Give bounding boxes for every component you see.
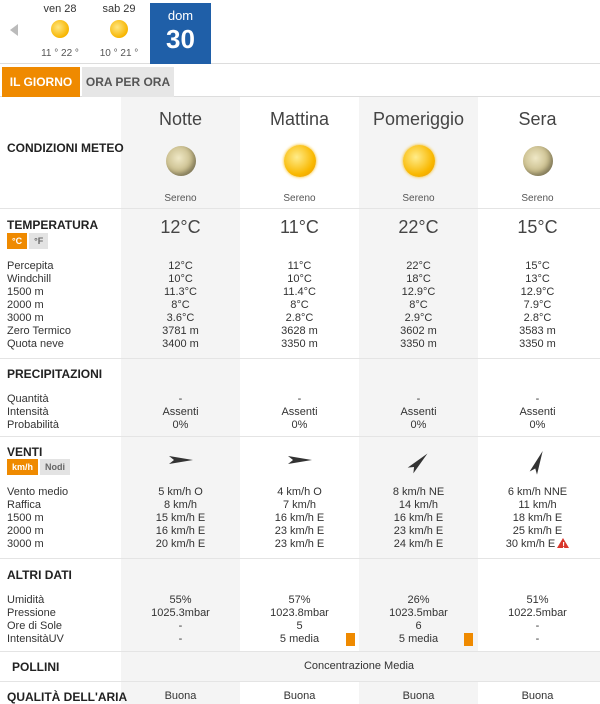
section-air-quality-title: QUALITÀ DELL'ARIA <box>7 690 128 704</box>
wind-arrow-northeast-icon <box>404 449 434 475</box>
label-percepita: Percepita <box>7 260 54 272</box>
value: 6 km/h NNE <box>507 486 568 498</box>
label-intensita-uv: IntensitàUV <box>7 633 64 645</box>
unit-fahrenheit-button[interactable]: °F <box>29 233 48 249</box>
value: 3350 m <box>281 338 318 350</box>
value: 1025.3mbar <box>151 607 210 619</box>
value: 15 km/h E <box>155 512 206 524</box>
precipitation-values-mattina <box>240 393 359 432</box>
value: - <box>535 620 540 632</box>
day-tab-today[interactable] <box>150 3 211 64</box>
value: 2.9°C <box>404 312 433 324</box>
value: 11.3°C <box>164 286 197 298</box>
tab-il-giorno[interactable]: IL GIORNO <box>2 67 80 97</box>
period-notte: Notte <box>158 109 203 129</box>
label-1500m: 1500 m <box>7 512 44 524</box>
section-conditions-title: CONDIZIONI METEO <box>7 141 124 155</box>
other-values-mattina <box>240 594 359 646</box>
value: 3583 m <box>519 325 556 337</box>
label-raffica: Raffica <box>7 499 42 511</box>
value: 3.6°C <box>166 312 195 324</box>
sky-condition: Sereno <box>283 193 316 204</box>
today-day-name: dom <box>167 8 194 23</box>
air-quality-value: Buona <box>521 690 554 702</box>
value: 16 km/h E <box>393 512 444 524</box>
value: 0% <box>291 419 308 431</box>
wind-arrow-north-northeast-icon <box>523 449 553 475</box>
other-values-sera <box>478 594 597 646</box>
moon-icon <box>166 146 196 176</box>
unit-celsius-button[interactable]: °C <box>7 233 27 249</box>
value: 0% <box>172 419 189 431</box>
value: 5 media <box>279 633 320 645</box>
value: - <box>535 633 540 645</box>
value: Assenti <box>281 406 318 418</box>
section-precipitation-title: PRECIPITAZIONI <box>7 367 103 381</box>
day-tab-ven28[interactable] <box>32 0 88 64</box>
period-pomeriggio: Pomeriggio <box>372 109 465 129</box>
value: - <box>535 393 540 405</box>
value: 57% <box>288 594 311 606</box>
air-quality-value: Buona <box>164 690 197 702</box>
value: 8°C <box>409 299 428 311</box>
value: 0% <box>410 419 427 431</box>
label-probabilita: Probabilità <box>7 419 59 431</box>
wind-values-mattina <box>240 486 359 551</box>
precipitation-values-pomeriggio <box>359 393 478 432</box>
unit-nodi-button[interactable]: Nodi <box>40 459 70 475</box>
label-quantita: Quantità <box>7 393 49 405</box>
uv-level-bar <box>346 633 355 646</box>
label-ore-di-sole: Ore di Sole <box>7 620 63 632</box>
sun-icon <box>51 20 69 38</box>
value: 1022.5mbar <box>508 607 567 619</box>
label-3000m: 3000 m <box>7 312 44 324</box>
value: 13°C <box>525 273 550 285</box>
value: 18 km/h E <box>512 512 563 524</box>
value: 11.4°C <box>283 286 316 298</box>
value: 2.8°C <box>523 312 552 324</box>
day-temps: 10 ° 21 ° <box>99 48 139 59</box>
value: 30 km/h E <box>505 538 556 550</box>
value: 3400 m <box>162 338 199 350</box>
unit-kmh-button[interactable]: km/h <box>7 459 38 475</box>
value: 10°C <box>168 273 193 285</box>
temperature-main: 22°C <box>398 217 439 237</box>
sky-condition: Sereno <box>521 193 554 204</box>
label-umidita: Umidità <box>7 594 45 606</box>
value: - <box>178 633 183 645</box>
value: 1023.8mbar <box>270 607 329 619</box>
value: 4 km/h O <box>277 486 322 498</box>
value: 1023.5mbar <box>389 607 448 619</box>
label-1500m: 1500 m <box>7 286 44 298</box>
value: 0% <box>529 419 546 431</box>
value: 11 km/h <box>518 499 557 511</box>
value: - <box>178 393 183 405</box>
value: 3602 m <box>400 325 437 337</box>
moon-icon <box>523 146 553 176</box>
value: 55% <box>169 594 192 606</box>
pollen-value: Concentrazione Media <box>303 660 415 672</box>
value: 8°C <box>290 299 309 311</box>
value: 12°C <box>168 260 193 272</box>
value: 26% <box>407 594 430 606</box>
day-temps: 11 ° 22 ° <box>41 48 79 59</box>
precipitation-values-sera <box>478 393 597 432</box>
day-name: ven 28 <box>43 3 77 15</box>
value: 12.9°C <box>401 286 436 298</box>
temperature-main: 15°C <box>517 217 558 237</box>
value: 16 km/h E <box>155 525 206 537</box>
temperature-values-mattina <box>240 260 359 351</box>
period-mattina: Mattina <box>269 109 330 129</box>
label-windchill: Windchill <box>7 273 52 285</box>
period-sera: Sera <box>518 109 557 129</box>
temperature-values-notte <box>121 260 240 351</box>
value: 25 km/h E <box>512 525 563 537</box>
wind-labels <box>7 486 68 551</box>
value: 15°C <box>525 260 550 272</box>
day-tab-sab29[interactable] <box>91 0 147 64</box>
value: 2.8°C <box>285 312 314 324</box>
label-vento-medio: Vento medio <box>7 486 69 498</box>
temperature-values-sera <box>478 260 597 351</box>
value: - <box>416 393 421 405</box>
tab-ora-per-ora[interactable]: ORA PER ORA <box>82 67 174 97</box>
sky-condition: Sereno <box>402 193 435 204</box>
value: 3628 m <box>281 325 318 337</box>
day-name: sab 29 <box>102 3 136 15</box>
sun-icon <box>110 20 128 38</box>
value: 14 km/h <box>398 499 439 511</box>
value: 5 <box>296 620 303 632</box>
temperature-main: 11°C <box>280 217 319 237</box>
air-quality-row <box>0 682 600 704</box>
uv-level-bar <box>464 633 473 646</box>
conditions-row <box>0 97 600 209</box>
label-zero-termico: Zero Termico <box>7 325 71 337</box>
value: 8 km/h NE <box>392 486 445 498</box>
value: Assenti <box>162 406 199 418</box>
label-2000m: 2000 m <box>7 525 44 537</box>
other-values-pomeriggio <box>359 594 478 646</box>
value: 6 <box>415 620 422 632</box>
section-temperature-title: TEMPERATURA <box>7 218 99 232</box>
label-2000m: 2000 m <box>7 299 44 311</box>
value: 7 km/h <box>282 499 316 511</box>
pollen-row <box>0 652 600 682</box>
air-quality-value: Buona <box>283 690 316 702</box>
value: 22°C <box>406 260 431 272</box>
temperature-values-pomeriggio <box>359 260 478 351</box>
forecast-table <box>0 97 600 704</box>
value: 3350 m <box>400 338 437 350</box>
value: 8°C <box>171 299 190 311</box>
temperature-main: 12°C <box>160 217 201 237</box>
value: 18°C <box>406 273 431 285</box>
winds-row <box>0 437 600 559</box>
value: 11°C <box>287 260 312 272</box>
section-pollen-title: POLLINI <box>12 660 60 674</box>
value: 10°C <box>287 273 312 285</box>
view-tabs <box>0 64 600 97</box>
wind-values-notte <box>121 486 240 551</box>
value: 23 km/h E <box>274 525 325 537</box>
wind-values-pomeriggio <box>359 486 478 551</box>
label-quota-neve: Quota neve <box>7 338 64 350</box>
other-values-notte <box>121 594 240 646</box>
sky-condition: Sereno <box>164 193 197 204</box>
temperature-labels <box>7 260 71 351</box>
value: - <box>297 393 302 405</box>
wind-values-sera <box>478 486 597 551</box>
value: Assenti <box>400 406 437 418</box>
precipitation-labels <box>7 393 59 432</box>
warning-icon: ! <box>557 538 569 548</box>
sun-icon <box>284 145 316 177</box>
wind-unit-toggle <box>7 459 72 477</box>
sun-icon <box>403 145 435 177</box>
label-pressione: Pressione <box>7 607 56 619</box>
value: 3781 m <box>162 325 199 337</box>
value: 5 km/h O <box>158 486 203 498</box>
value: 24 km/h E <box>393 538 444 550</box>
value: 8 km/h <box>163 499 197 511</box>
value: - <box>178 620 183 632</box>
label-intensita: Intensità <box>7 406 49 418</box>
other-data-row <box>0 559 600 652</box>
value: 23 km/h E <box>393 525 444 537</box>
other-labels <box>7 594 64 646</box>
temperature-row <box>0 209 600 359</box>
value: 7.9°C <box>523 299 552 311</box>
precipitation-values-notte <box>121 393 240 432</box>
value: 12.9°C <box>520 286 555 298</box>
value: 3350 m <box>519 338 556 350</box>
temp-unit-toggle <box>7 233 50 251</box>
value: 51% <box>526 594 549 606</box>
precipitation-row <box>0 359 600 437</box>
value: 20 km/h E <box>155 538 206 550</box>
section-other-data-title: ALTRI DATI <box>7 568 72 582</box>
label-3000m: 3000 m <box>7 538 44 550</box>
section-winds-title: VENTI <box>7 445 43 459</box>
today-day-number: 30 <box>166 24 195 54</box>
day-selector <box>0 0 600 64</box>
wind-arrow-east-icon <box>285 449 315 471</box>
value: 23 km/h E <box>274 538 325 550</box>
wind-arrow-east-icon <box>166 449 196 471</box>
value: 16 km/h E <box>274 512 325 524</box>
value: Assenti <box>519 406 556 418</box>
air-quality-value: Buona <box>402 690 435 702</box>
value: 5 media <box>398 633 439 645</box>
scroll-left-arrow-icon[interactable] <box>10 24 18 36</box>
